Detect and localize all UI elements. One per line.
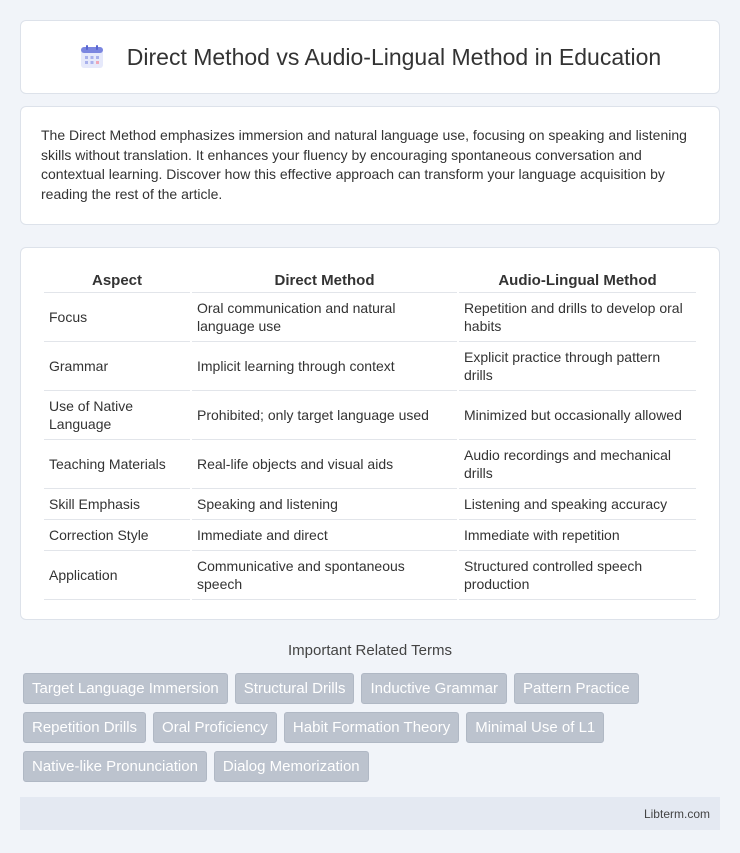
table-row <box>44 342 696 391</box>
table-row <box>44 293 696 342</box>
cell-audio-lingual: Explicit practice through pattern drills <box>459 342 696 391</box>
related-term-tag[interactable]: Structural Drills <box>235 673 355 704</box>
related-terms-title: Important Related Terms <box>288 642 452 659</box>
cell-direct: Speaking and listening <box>192 489 457 520</box>
intro-card <box>20 106 720 225</box>
cell-direct: Oral communication and natural language use <box>192 293 457 342</box>
cell-audio-lingual: Minimized but occasionally allowed <box>459 391 696 440</box>
table-header-row <box>44 268 696 293</box>
cell-audio-lingual: Structured controlled speech production <box>459 551 696 600</box>
cell-aspect: Correction Style <box>44 520 190 551</box>
comparison-card <box>20 247 720 620</box>
footer-brand[interactable]: Libterm.com <box>643 806 710 821</box>
related-term-tag[interactable]: Target Language Immersion <box>23 673 228 704</box>
cell-aspect: Teaching Materials <box>44 440 190 489</box>
cell-audio-lingual: Repetition and drills to develop oral habits <box>459 293 696 342</box>
calendar-icon <box>79 44 105 70</box>
cell-aspect: Focus <box>44 293 190 342</box>
cell-direct: Communicative and spontaneous speech <box>192 551 457 600</box>
related-term-tag[interactable]: Inductive Grammar <box>361 673 507 704</box>
related-term-tag[interactable]: Habit Formation Theory <box>284 712 459 743</box>
page-title: Direct Method vs Audio-Lingual Method in Education <box>126 43 662 70</box>
related-term-tag[interactable]: Pattern Practice <box>514 673 639 704</box>
footer <box>20 797 720 830</box>
title-card <box>20 20 720 94</box>
cell-aspect: Skill Emphasis <box>44 489 190 520</box>
header-audio-lingual-method: Audio-Lingual Method <box>459 268 696 293</box>
cell-audio-lingual: Immediate with repetition <box>459 520 696 551</box>
table-row <box>44 489 696 520</box>
related-term-tag[interactable]: Native-like Pronunciation <box>23 751 207 782</box>
related-term-tag[interactable]: Minimal Use of L1 <box>466 712 604 743</box>
table-row <box>44 551 696 600</box>
cell-direct: Immediate and direct <box>192 520 457 551</box>
cell-audio-lingual: Audio recordings and mechanical drills <box>459 440 696 489</box>
cell-aspect: Application <box>44 551 190 600</box>
related-terms-list <box>20 673 720 790</box>
cell-direct: Implicit learning through context <box>192 342 457 391</box>
table-row <box>44 520 696 551</box>
table-row <box>44 391 696 440</box>
cell-audio-lingual: Listening and speaking accuracy <box>459 489 696 520</box>
related-term-tag[interactable]: Repetition Drills <box>23 712 146 743</box>
header-direct-method: Direct Method <box>192 268 457 293</box>
comparison-table <box>42 268 698 600</box>
related-term-tag[interactable]: Oral Proficiency <box>153 712 277 743</box>
cell-aspect: Grammar <box>44 342 190 391</box>
header-aspect: Aspect <box>44 268 190 293</box>
cell-aspect: Use of Native Language <box>44 391 190 440</box>
table-row <box>44 440 696 489</box>
related-term-tag[interactable]: Dialog Memorization <box>214 751 369 782</box>
cell-direct: Prohibited; only target language used <box>192 391 457 440</box>
cell-direct: Real-life objects and visual aids <box>192 440 457 489</box>
intro-text: The Direct Method emphasizes immersion and natural language use, focusing on speaking and listening skills without translation. It enhances your fluency by encouraging spontaneous conversation and contextual learning. Discover how this effective approach can transform your language acquisition by reading the rest of the article. <box>41 127 687 202</box>
